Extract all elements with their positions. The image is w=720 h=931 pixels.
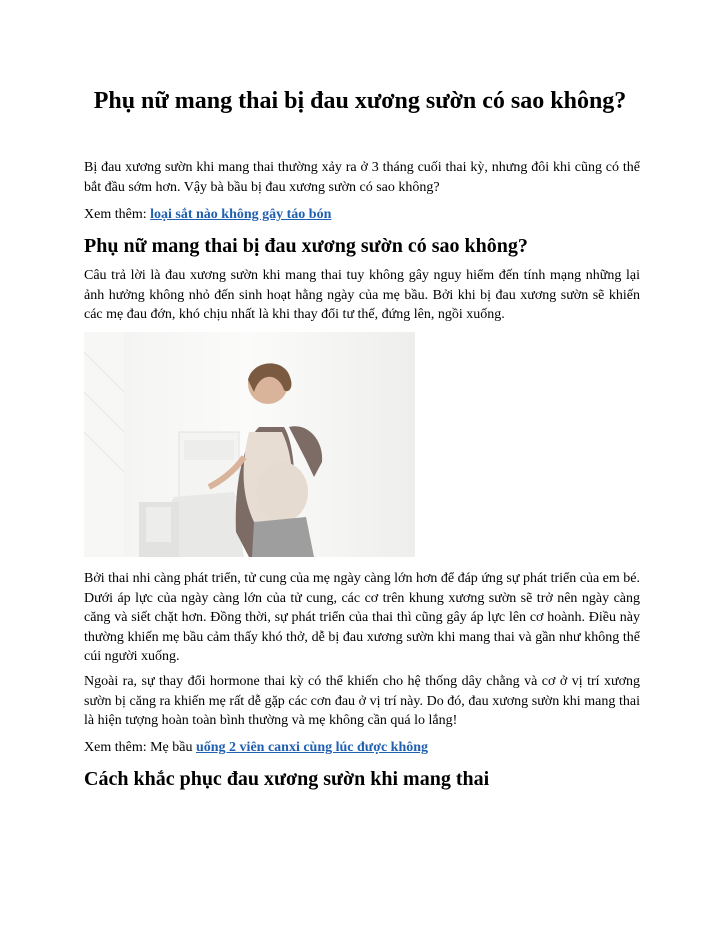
paragraph-3: Ngoài ra, sự thay đổi hormone thai kỳ có thể khiến cho hệ thống dây chằng và cơ ở vị trí xương sườn bị căng ra khiến mẹ rất dễ gặp các cơn đau ở vị trí này. Do đó, đau xương sườn khi mang thai là hiện tượng hoàn toàn bình thường và mẹ không cần quá lo lắng! — [84, 674, 640, 728]
see-also-2-prefix: Xem thêm: Mẹ bầu — [84, 740, 196, 755]
pregnant-woman-photo — [84, 332, 415, 557]
link-calcium-two-pills[interactable]: uống 2 viên canxi cùng lúc được không — [195, 740, 429, 755]
paragraph-1: Câu trả lời là đau xương sườn khi mang thai tuy không gây nguy hiểm đến tính mạng những lại ảnh hưởng không nhỏ đến sinh hoạt hằng ngày của mẹ bầu. Bởi khi bị đau xương sườn sẽ khiến các mẹ đau đớn, khó chịu nhất là khi thay đổi tư thế, đứng lên, ngồi xuống. — [84, 268, 640, 322]
paragraph-2: Bởi thai nhi càng phát triển, tử cung của mẹ ngày càng lớn hơn để đáp ứng sự phát triển của em bé. Dưới áp lực của ngày càng lớn của tử cung, các cơ trên khung xương sườn sẽ trở nên ngày càng căng và siết chặt hơn. Đồng thời, sự phát triển của thai thì cũng gây áp lực lên cơ hoành. Điều này thường khiến mẹ bầu cảm thấy khó thở, dễ bị đau xương sườn khi mang thai và gần như không thể cúi người xuống. — [84, 571, 640, 664]
section-2-heading: Cách khắc phục đau xương sườn khi mang thai — [84, 768, 490, 790]
see-also-1-prefix: Xem thêm: — [84, 207, 151, 222]
section-1-heading: Phụ nữ mang thai bị đau xương sườn có sao không? — [84, 235, 528, 257]
page-title: Phụ nữ mang thai bị đau xương sườn có sao không? — [93, 88, 627, 114]
link-iron-constipation[interactable]: loại sắt nào không gây táo bón — [150, 207, 332, 222]
intro-paragraph: Bị đau xương sườn khi mang thai thường xảy ra ở 3 tháng cuối thai kỳ, nhưng đôi khi cũng có thể bắt đầu sớm hơn. Vậy bà bầu bị đau xương sườn có sao không? — [84, 160, 640, 195]
see-also-1 — [84, 205, 640, 225]
see-also-2 — [84, 738, 640, 758]
